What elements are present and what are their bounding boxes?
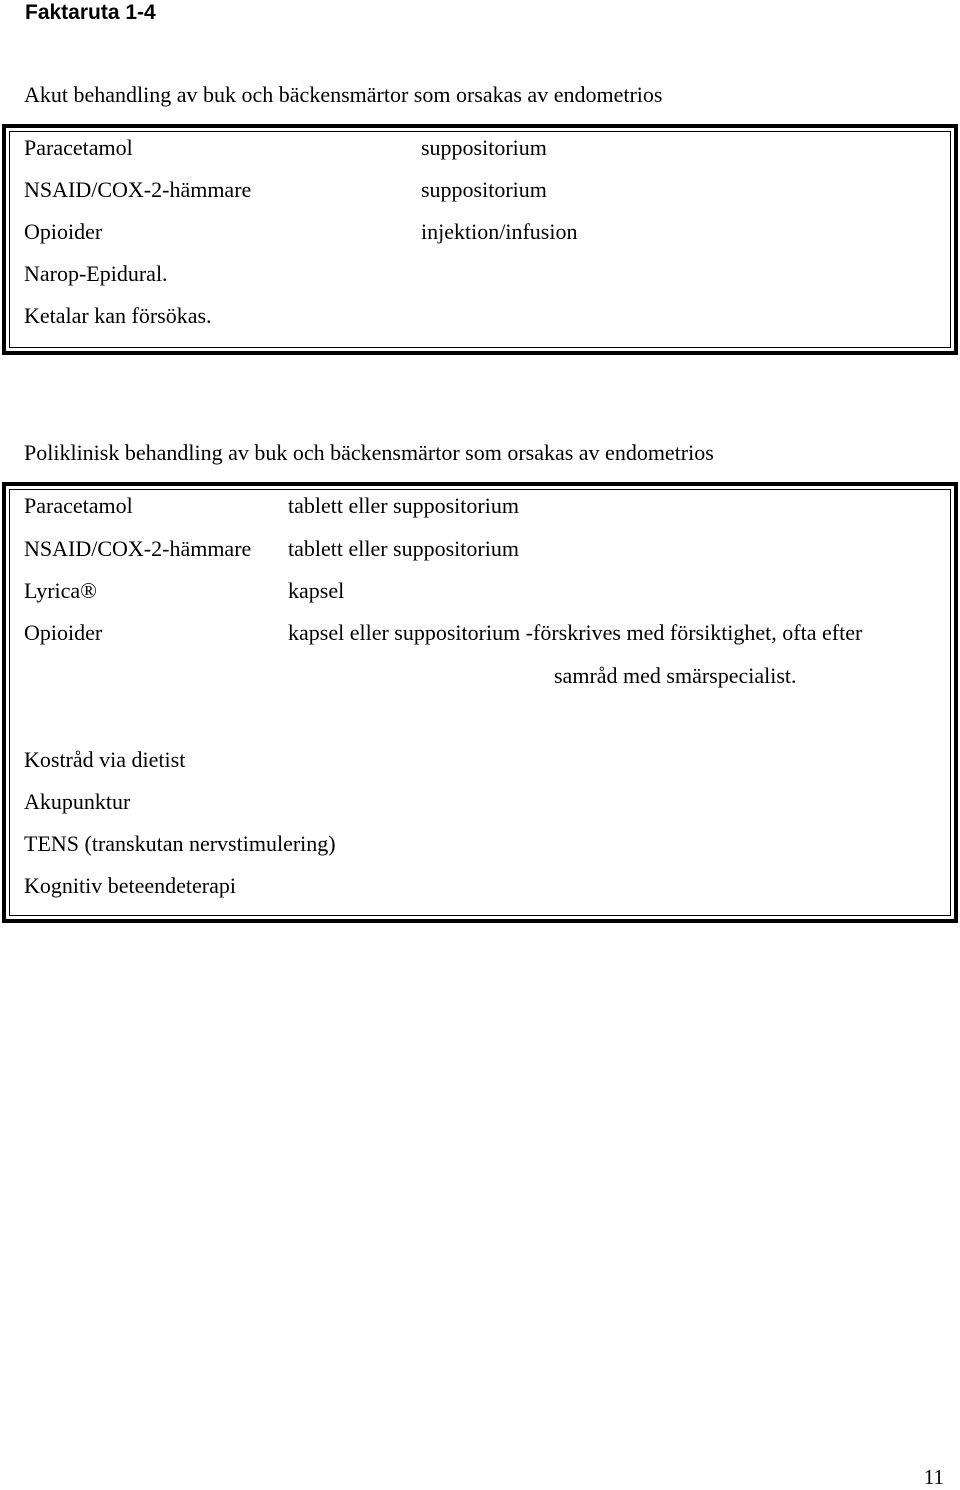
s2-form-lyrica: kapsel — [288, 578, 345, 603]
s1-form-opioider: injektion/infusion — [421, 219, 578, 244]
s1-drug-ketalar: Ketalar kan försökas. — [24, 303, 212, 328]
s1-drug-opioider: Opioider — [24, 219, 103, 244]
s2-opioider-continuation: samråd med smärspecialist. — [554, 663, 797, 688]
s2-form-opioider: kapsel eller suppositorium -förskrives med försiktighet, ofta efter — [288, 620, 863, 645]
s2-other-tens: TENS (transkutan nervstimulering) — [24, 831, 336, 856]
s1-form-nsaid: suppositorium — [421, 177, 547, 202]
s1-drug-paracetamol: Paracetamol — [24, 135, 133, 160]
section2-heading: Poliklinisk behandling av buk och bäckensmärtor som orsakas av endometrios — [24, 440, 714, 465]
s2-form-nsaid: tablett eller suppositorium — [288, 536, 519, 561]
page-title: Faktaruta 1-4 — [25, 1, 156, 24]
s2-drug-paracetamol: Paracetamol — [24, 493, 133, 518]
s2-drug-lyrica: Lyrica® — [24, 578, 97, 603]
s2-other-akupunktur: Akupunktur — [24, 789, 131, 814]
s2-drug-nsaid: NSAID/COX-2-hämmare — [24, 536, 252, 561]
s1-drug-nsaid: NSAID/COX-2-hämmare — [24, 177, 252, 202]
s2-form-paracetamol: tablett eller suppositorium — [288, 493, 519, 518]
s1-form-paracetamol: suppositorium — [421, 135, 547, 160]
s2-other-kbt: Kognitiv beteendeterapi — [24, 873, 236, 898]
s2-drug-opioider: Opioider — [24, 620, 103, 645]
section1-heading: Akut behandling av buk och bäckensmärtor som orsakas av endometrios — [24, 82, 663, 107]
s1-drug-narop: Narop-Epidural. — [24, 261, 168, 286]
s2-other-kostrad: Kostråd via dietist — [24, 747, 186, 772]
page-number: 11 — [923, 1465, 944, 1489]
